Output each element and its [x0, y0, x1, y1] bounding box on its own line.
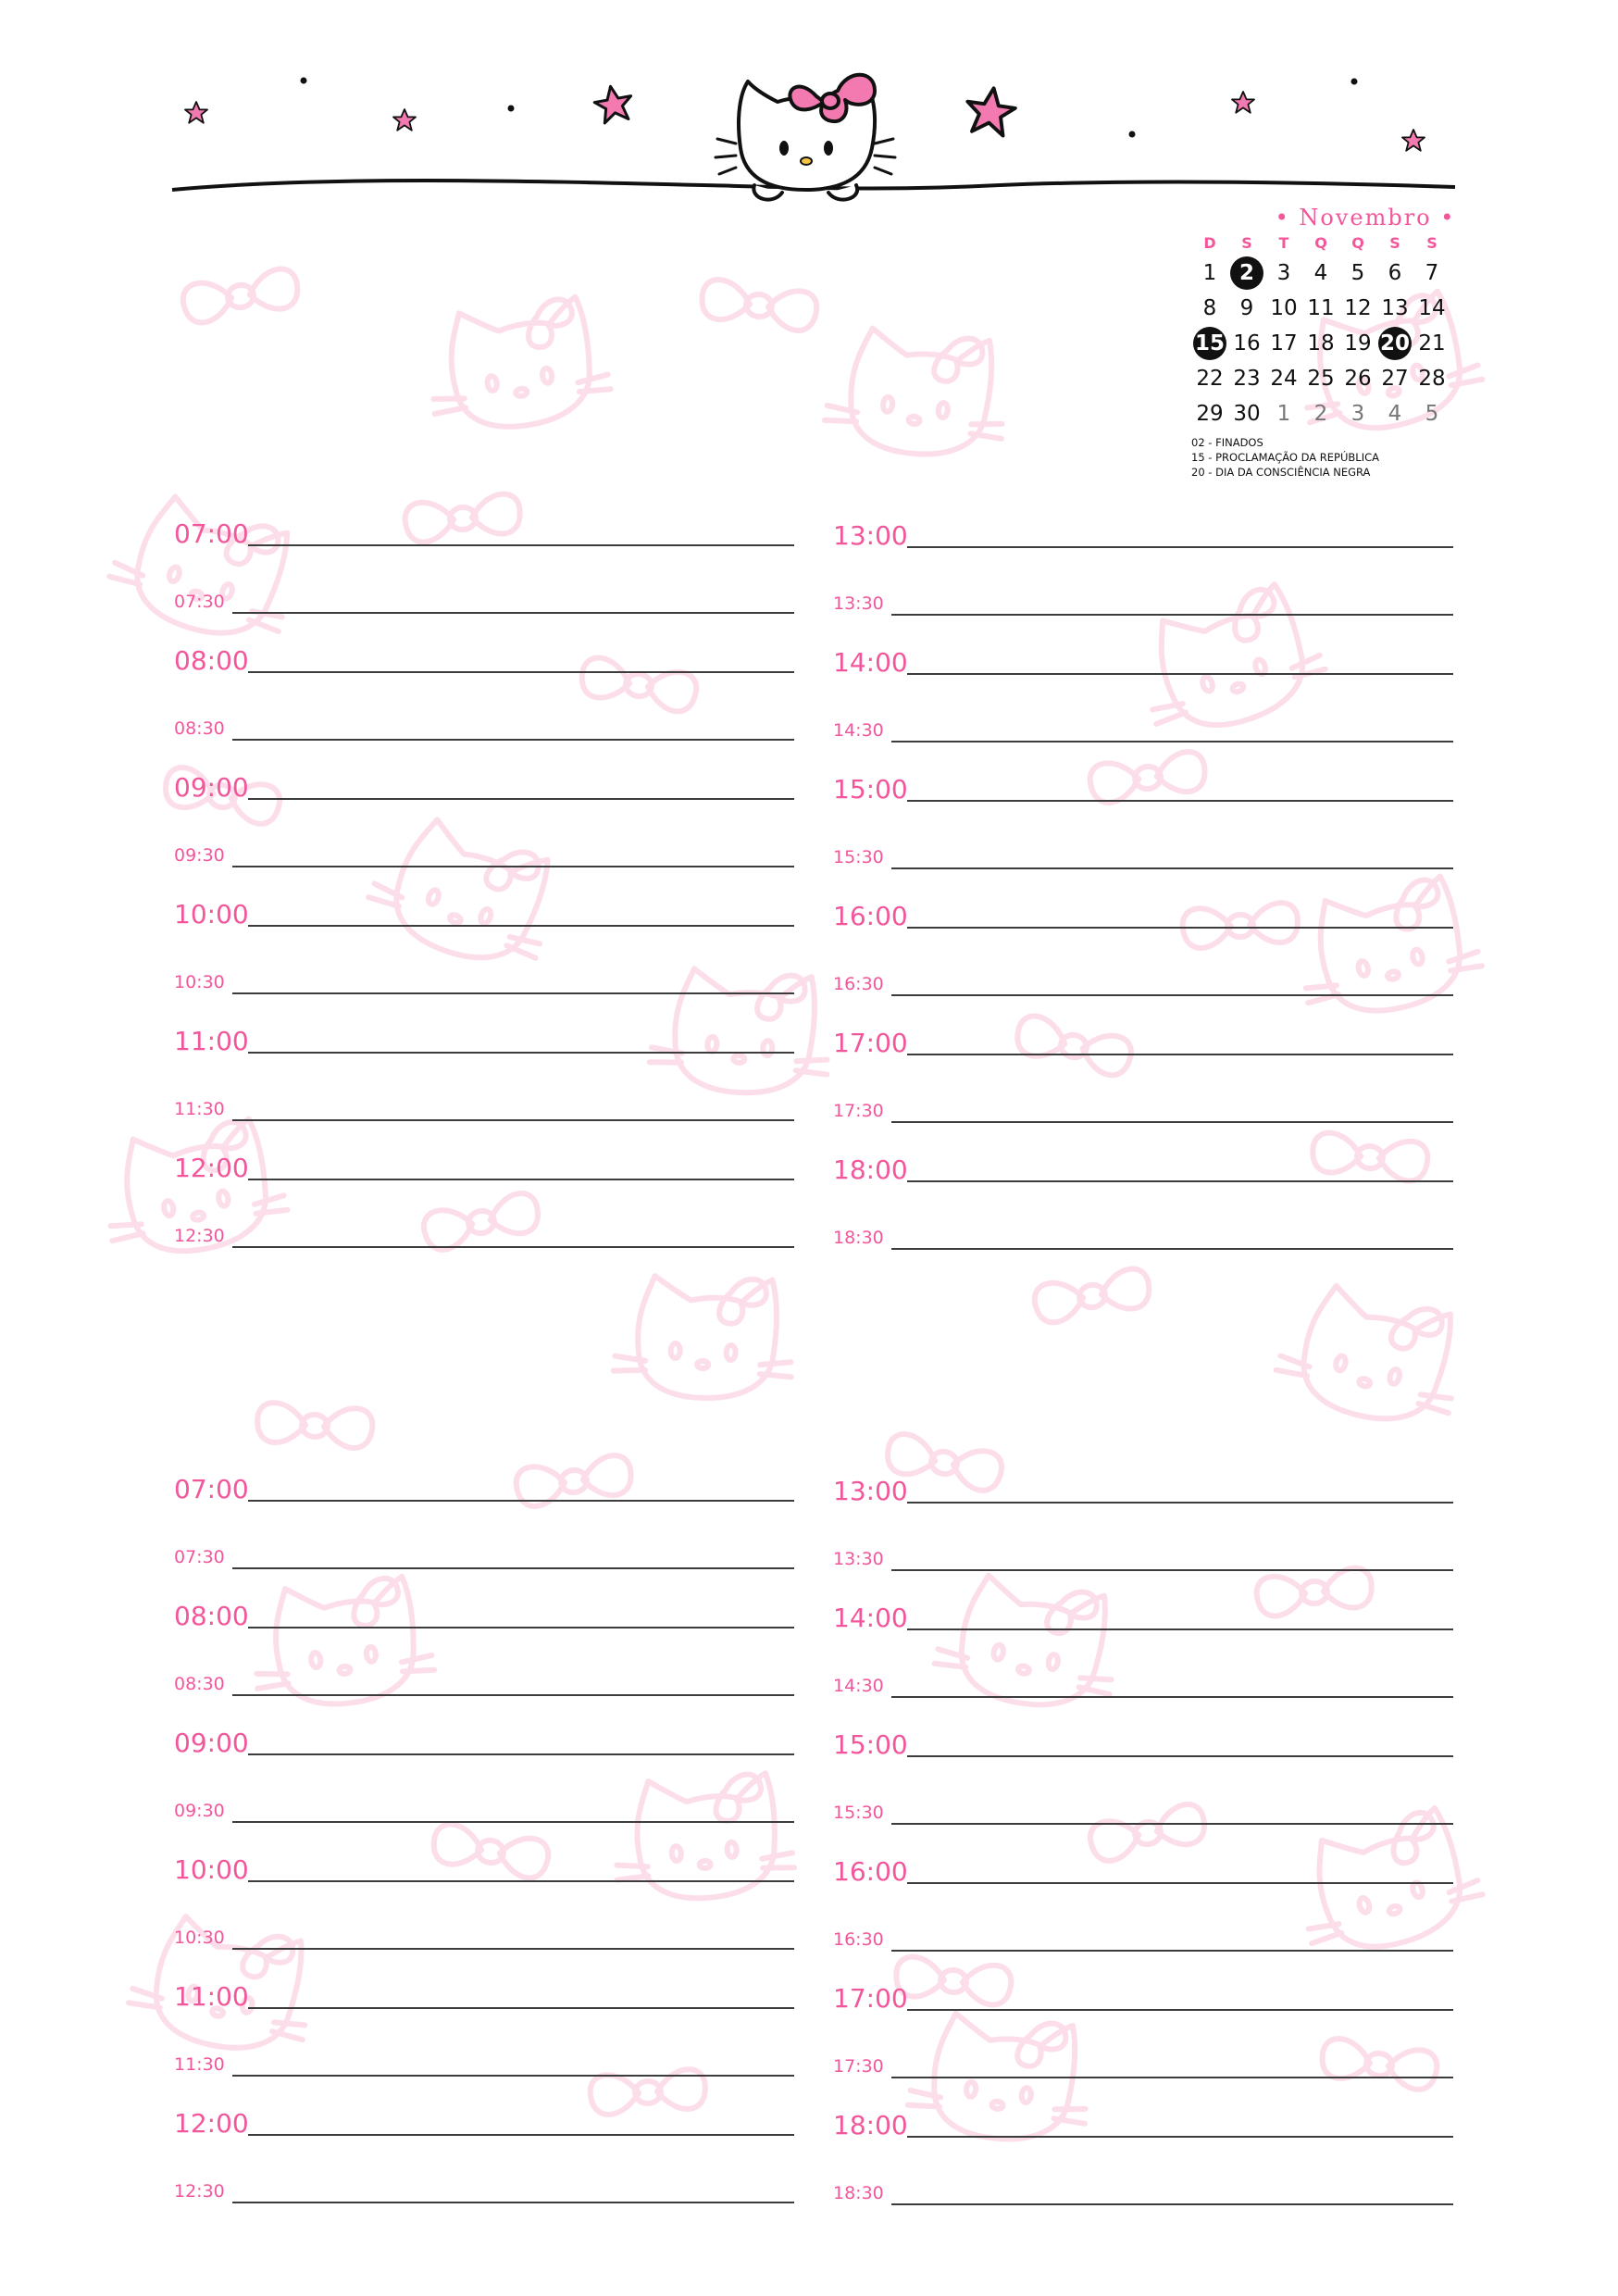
calendar-day-number: 23 [1233, 367, 1261, 391]
time-slot [174, 772, 794, 835]
hour-label: 08:00 [174, 1601, 249, 1631]
half-hour-label: 18:30 [833, 1227, 884, 1248]
calendar-day [1302, 291, 1339, 326]
half-hour-label: 08:30 [174, 1673, 225, 1694]
writing-line[interactable] [232, 992, 794, 994]
writing-line[interactable] [232, 1948, 794, 1950]
time-slot [174, 963, 794, 1026]
calendar-day-number: 3 [1350, 402, 1365, 426]
calendar-day [1376, 396, 1413, 431]
time-slot [833, 1218, 1453, 1281]
calendar-day [1413, 291, 1450, 326]
calendar-day-number: 5 [1350, 261, 1365, 285]
header-decoration [0, 0, 1618, 222]
half-hour-label: 14:30 [833, 719, 884, 741]
writing-line[interactable] [891, 1248, 1453, 1250]
time-slot [833, 647, 1453, 710]
half-hour-label: 16:30 [833, 1928, 884, 1950]
time-slot [174, 2172, 794, 2235]
holiday-note: 02 - FINADOS [1191, 436, 1263, 449]
writing-line[interactable] [891, 2077, 1453, 2078]
half-hour-label: 12:30 [174, 1225, 225, 1246]
writing-line[interactable] [891, 1950, 1453, 1952]
calendar-day [1339, 396, 1376, 431]
half-hour-label: 09:30 [174, 844, 225, 866]
half-hour-label: 15:30 [833, 846, 884, 867]
calendar-day-number: 29 [1196, 402, 1224, 426]
calendar-weekday-header [1191, 231, 1541, 256]
writing-line[interactable] [907, 2136, 1453, 2138]
calendar-day-number: 12 [1344, 296, 1372, 320]
time-slot [174, 1538, 794, 1601]
time-slot [833, 1983, 1453, 2046]
calendar-day [1228, 361, 1265, 396]
calendar-day [1302, 256, 1339, 291]
writing-line[interactable] [891, 1696, 1453, 1698]
calendar-day [1228, 396, 1265, 431]
calendar-day [1265, 396, 1302, 431]
hour-label: 13:00 [833, 1476, 908, 1506]
calendar-day [1413, 396, 1450, 431]
writing-line[interactable] [232, 612, 794, 614]
calendar-day [1302, 361, 1339, 396]
calendar-day [1376, 291, 1413, 326]
calendar-day [1191, 361, 1228, 396]
half-hour-label: 16:30 [833, 973, 884, 994]
time-slot [174, 1474, 794, 1537]
time-slot [833, 584, 1453, 647]
writing-line[interactable] [232, 866, 794, 867]
hour-label: 15:00 [833, 1729, 908, 1760]
writing-line[interactable] [248, 2007, 794, 2009]
calendar-day-number: 19 [1344, 331, 1372, 356]
writing-line[interactable] [248, 1052, 794, 1054]
half-hour-label: 07:30 [174, 1546, 225, 1567]
half-hour-label: 11:30 [174, 1098, 225, 1119]
hour-label: 11:00 [174, 1026, 249, 1056]
time-slot [833, 1856, 1453, 1919]
time-slot [833, 1476, 1453, 1539]
time-slot [174, 2045, 794, 2108]
calendar-day-number: 6 [1388, 261, 1402, 285]
writing-line[interactable] [891, 1121, 1453, 1123]
half-hour-label: 10:30 [174, 1927, 225, 1948]
writing-line[interactable] [232, 739, 794, 741]
time-slot [833, 1603, 1453, 1666]
writing-line[interactable] [248, 1179, 794, 1180]
time-slot [174, 1918, 794, 1981]
writing-line[interactable] [907, 1628, 1453, 1630]
calendar-day [1265, 291, 1302, 326]
calendar-day [1339, 361, 1376, 396]
calendar-day-number: 1 [1276, 402, 1291, 426]
time-slot [174, 1601, 794, 1664]
half-hour-label: 13:30 [833, 593, 884, 614]
half-hour-label: 12:30 [174, 2180, 225, 2202]
writing-line[interactable] [232, 2202, 794, 2203]
writing-line[interactable] [907, 1180, 1453, 1182]
calendar-day-number: 16 [1233, 331, 1261, 356]
time-slot [833, 1154, 1453, 1217]
writing-line[interactable] [248, 671, 794, 673]
writing-line[interactable] [248, 544, 794, 546]
half-hour-label: 11:30 [174, 2053, 225, 2075]
time-slot [174, 899, 794, 962]
calendar-day-number: 18 [1307, 331, 1335, 356]
calendar-day-number: 8 [1202, 296, 1217, 320]
writing-line[interactable] [248, 1500, 794, 1502]
calendar-day-number: 22 [1196, 367, 1224, 391]
half-hour-label: 17:30 [833, 2055, 884, 2077]
half-hour-label: 09:30 [174, 1800, 225, 1821]
hour-label: 08:00 [174, 645, 249, 676]
time-slot [833, 2110, 1453, 2173]
calendar-day-number: 27 [1381, 367, 1409, 391]
calendar-day [1265, 361, 1302, 396]
calendar-day [1228, 326, 1265, 361]
calendar-day-number: 28 [1418, 367, 1446, 391]
calendar-day [1339, 256, 1376, 291]
time-slot [174, 582, 794, 645]
calendar-day-holiday [1191, 326, 1228, 361]
writing-line[interactable] [907, 1882, 1453, 1884]
writing-line[interactable] [232, 1119, 794, 1121]
calendar-day [1265, 256, 1302, 291]
hour-label: 09:00 [174, 1728, 249, 1758]
half-hour-label: 08:30 [174, 718, 225, 739]
time-slot [174, 2108, 794, 2171]
time-slot [174, 1854, 794, 1917]
writing-line[interactable] [907, 1502, 1453, 1504]
hour-label: 12:00 [174, 1153, 249, 1183]
time-slot [833, 965, 1453, 1028]
time-slot [833, 1920, 1453, 1983]
time-slot [833, 2174, 1453, 2237]
hour-label: 17:00 [833, 1983, 908, 2014]
time-slot [833, 1729, 1453, 1792]
calendar-day [1413, 256, 1450, 291]
time-slot [833, 711, 1453, 774]
calendar-day [1265, 326, 1302, 361]
half-hour-label: 18:30 [833, 2182, 884, 2203]
calendar-day-number: 9 [1239, 296, 1254, 320]
weekday-label: S [1389, 234, 1400, 252]
writing-line[interactable] [891, 614, 1453, 616]
time-slot [833, 901, 1453, 964]
half-hour-label: 10:30 [174, 971, 225, 992]
time-slot [833, 1028, 1453, 1091]
calendar-days [1191, 256, 1541, 431]
hour-label: 11:00 [174, 1981, 249, 2012]
calendar-day [1339, 291, 1376, 326]
calendar-month-title: • Novembro • [1275, 205, 1456, 231]
half-hour-label: 15:30 [833, 1802, 884, 1823]
calendar-day-number: 26 [1344, 367, 1372, 391]
calendar-day [1376, 256, 1413, 291]
writing-line[interactable] [232, 1246, 794, 1248]
calendar-day [1191, 256, 1228, 291]
writing-line[interactable] [248, 925, 794, 927]
weekday-label: D [1203, 234, 1216, 252]
hour-label: 14:00 [833, 647, 908, 678]
time-slot [174, 645, 794, 708]
writing-line[interactable] [907, 1054, 1453, 1055]
time-slot [174, 1026, 794, 1089]
time-slot [174, 1090, 794, 1153]
calendar-day-holiday [1228, 256, 1265, 291]
time-slot [833, 774, 1453, 837]
hour-label: 17:00 [833, 1028, 908, 1058]
hour-label: 07:00 [174, 518, 249, 549]
calendar-day-number: 14 [1418, 296, 1446, 320]
calendar-day [1413, 361, 1450, 396]
half-hour-label: 07:30 [174, 591, 225, 612]
calendar-day-number: 11 [1307, 296, 1335, 320]
time-slot [174, 709, 794, 772]
calendar-day-number: 13 [1381, 296, 1409, 320]
writing-line[interactable] [891, 2203, 1453, 2205]
time-slot [174, 1981, 794, 2044]
calendar-day-number: 15 [1193, 327, 1226, 360]
calendar-day [1191, 396, 1228, 431]
calendar-day-number: 2 [1313, 402, 1328, 426]
writing-line[interactable] [891, 741, 1453, 742]
hour-label: 16:00 [833, 1856, 908, 1887]
writing-line[interactable] [907, 2009, 1453, 2011]
writing-line[interactable] [232, 1694, 794, 1696]
time-slot [174, 1791, 794, 1854]
time-slot [174, 1728, 794, 1791]
writing-line[interactable] [248, 1880, 794, 1882]
hour-label: 18:00 [833, 2110, 908, 2140]
writing-line[interactable] [891, 867, 1453, 869]
hello-kitty-icon [716, 75, 895, 200]
hour-label: 07:00 [174, 1474, 249, 1504]
time-slot [833, 520, 1453, 583]
calendar-day-number: 25 [1307, 367, 1335, 391]
time-slot [833, 1666, 1453, 1729]
half-hour-label: 14:30 [833, 1675, 884, 1696]
time-slot [174, 1153, 794, 1216]
hour-label: 09:00 [174, 772, 249, 803]
writing-line[interactable] [232, 1567, 794, 1569]
weekday-label: Q [1351, 234, 1364, 252]
writing-line[interactable] [891, 994, 1453, 996]
half-hour-label: 13:30 [833, 1548, 884, 1569]
writing-line[interactable] [232, 2075, 794, 2077]
time-slot [174, 1217, 794, 1279]
time-slot [174, 1665, 794, 1728]
calendar-day-number: 21 [1418, 331, 1446, 356]
calendar-day-number: 30 [1233, 402, 1261, 426]
time-slot [833, 1540, 1453, 1603]
hour-label: 13:00 [833, 520, 908, 551]
calendar-day [1376, 361, 1413, 396]
holiday-note: 15 - PROCLAMAÇÃO DA REPÚBLICA [1191, 451, 1379, 464]
calendar-day [1302, 396, 1339, 431]
calendar-day-number: 2 [1230, 256, 1263, 290]
calendar-day [1413, 326, 1450, 361]
month-calendar [1189, 204, 1541, 480]
calendar-day-number: 10 [1270, 296, 1298, 320]
hour-label: 14:00 [833, 1603, 908, 1633]
calendar-day-number: 4 [1388, 402, 1402, 426]
time-slot [833, 1793, 1453, 1856]
weekday-label: S [1241, 234, 1252, 252]
writing-line[interactable] [248, 2134, 794, 2136]
writing-line[interactable] [248, 798, 794, 800]
writing-line[interactable] [248, 1753, 794, 1755]
half-hour-label: 17:30 [833, 1100, 884, 1121]
calendar-day [1302, 326, 1339, 361]
calendar-day-number: 17 [1270, 331, 1298, 356]
calendar-day-number: 24 [1270, 367, 1298, 391]
hour-label: 18:00 [833, 1154, 908, 1185]
hour-label: 16:00 [833, 901, 908, 931]
weekday-label: T [1278, 234, 1289, 252]
weekday-label: S [1426, 234, 1438, 252]
weekday-label: Q [1314, 234, 1327, 252]
calendar-day [1228, 291, 1265, 326]
writing-line[interactable] [907, 673, 1453, 675]
hour-label: 10:00 [174, 1854, 249, 1885]
time-slot [174, 836, 794, 899]
calendar-day-holiday [1376, 326, 1413, 361]
writing-line[interactable] [907, 1755, 1453, 1757]
calendar-day-number: 1 [1202, 261, 1217, 285]
calendar-day-number: 20 [1378, 327, 1412, 360]
writing-line[interactable] [891, 1569, 1453, 1571]
writing-line[interactable] [907, 927, 1453, 929]
hour-label: 10:00 [174, 899, 249, 930]
time-slot [833, 1092, 1453, 1154]
writing-line[interactable] [232, 1821, 794, 1823]
calendar-day-number: 4 [1313, 261, 1328, 285]
time-slot [174, 518, 794, 581]
writing-line[interactable] [891, 1823, 1453, 1825]
writing-line[interactable] [248, 1627, 794, 1628]
calendar-day [1339, 326, 1376, 361]
calendar-day-number: 7 [1425, 261, 1439, 285]
hour-label: 15:00 [833, 774, 908, 805]
time-slot [833, 838, 1453, 901]
time-slot [833, 2047, 1453, 2110]
calendar-day-number: 5 [1425, 402, 1439, 426]
writing-line[interactable] [907, 546, 1453, 548]
calendar-day [1191, 291, 1228, 326]
holiday-note: 20 - DIA DA CONSCIÊNCIA NEGRA [1191, 466, 1371, 479]
calendar-day-number: 3 [1276, 261, 1291, 285]
hour-label: 12:00 [174, 2108, 249, 2139]
calendar-holidays [1191, 435, 1541, 480]
writing-line[interactable] [907, 800, 1453, 802]
